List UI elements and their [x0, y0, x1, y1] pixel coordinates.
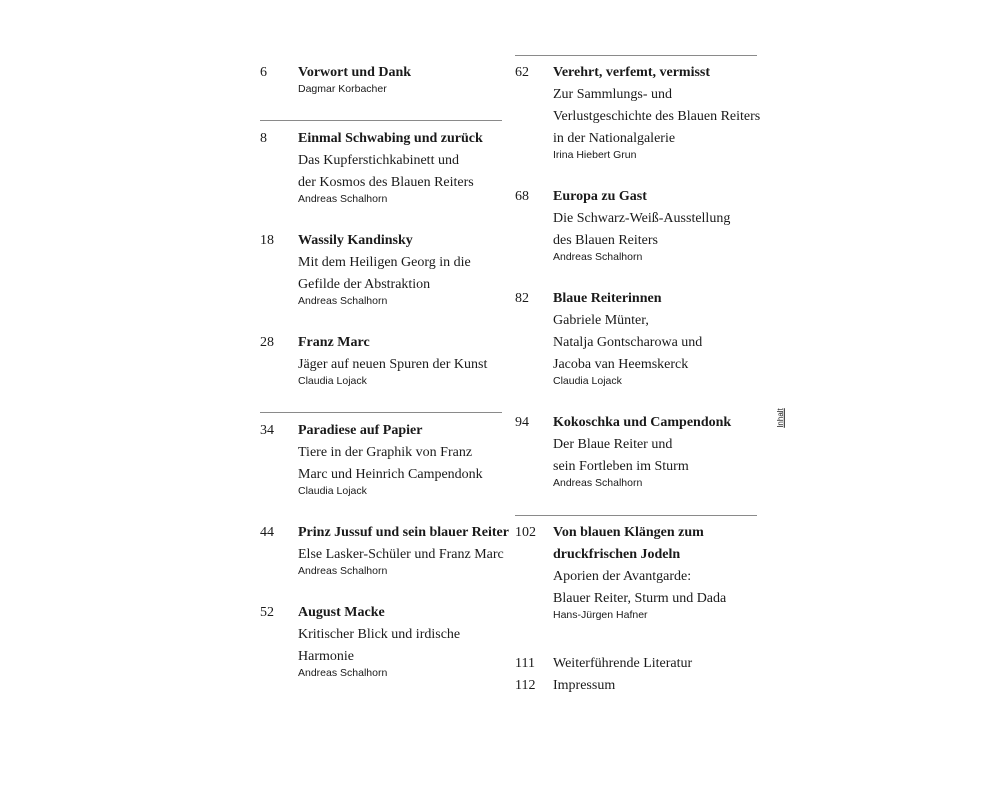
toc-entry-author: Claudia Lojack: [553, 375, 622, 387]
toc-entry-author: Hans-Jürgen Hafner: [553, 609, 648, 621]
side-label-text: Inhalt: [775, 408, 785, 428]
toc-page-number: 18: [260, 233, 274, 248]
toc-page-number: 34: [260, 423, 274, 438]
toc-entry-author: Claudia Lojack: [298, 485, 367, 497]
toc-entry-subtitle: Else Lasker-Schüler und Franz Marc: [298, 547, 504, 562]
toc-entry-title: Franz Marc: [298, 335, 370, 350]
toc-entry-title: Vorwort und Dank: [298, 65, 412, 80]
toc-entry-author: Andreas Schalhorn: [298, 295, 388, 307]
toc-entry-title: Prinz Jussuf und sein blauer Reiter: [298, 525, 509, 540]
toc-entry-subtitle: Jacoba van Heemskerck: [553, 357, 689, 372]
toc-entry-subtitle: in der Nationalgalerie: [553, 131, 676, 146]
toc-page-number: 6: [260, 65, 267, 80]
section-divider: [260, 412, 502, 413]
section-side-label: [776, 406, 790, 430]
toc-entry-subtitle: Kritischer Blick und irdische: [298, 627, 461, 642]
toc-page-number: 94: [515, 415, 529, 430]
toc-entry-author: Claudia Lojack: [298, 375, 367, 387]
toc-page-number: 112: [515, 678, 536, 693]
toc-entry-subtitle: sein Fortleben im Sturm: [553, 459, 689, 474]
appendix-label: Impressum: [553, 678, 616, 693]
section-divider: [515, 55, 757, 56]
section-divider: [515, 515, 757, 516]
toc-page-number: 44: [260, 525, 274, 540]
toc-entry-author: Irina Hiebert Grun: [553, 149, 637, 161]
toc-page-number: 102: [515, 525, 536, 540]
toc-entry-subtitle: Natalja Gontscharowa und: [553, 335, 703, 350]
toc-entry-subtitle: Harmonie: [298, 649, 354, 664]
toc-entry-author: Andreas Schalhorn: [553, 477, 643, 489]
toc-entry-author: Andreas Schalhorn: [298, 193, 388, 205]
toc-entry-title: Verehrt, verfemt, vermisst: [553, 65, 711, 80]
toc-entry-subtitle: Der Blaue Reiter und: [553, 437, 673, 452]
toc-entry-subtitle: der Kosmos des Blauen Reiters: [298, 175, 474, 190]
toc-entry-subtitle: Tiere in der Graphik von Franz: [298, 445, 473, 460]
toc-entry-title: Kokoschka und Campendonk: [553, 415, 732, 430]
toc-entry-title: August Macke: [298, 605, 385, 620]
toc-entry-author: Dagmar Korbacher: [298, 83, 387, 95]
toc-entry-subtitle: des Blauen Reiters: [553, 233, 658, 248]
toc-entry-subtitle: Verlustgeschichte des Blauen Reiters: [553, 109, 761, 124]
toc-entry-title: Blaue Reiterinnen: [553, 291, 662, 306]
toc-page-number: 82: [515, 291, 529, 306]
toc-page-number: 68: [515, 189, 529, 204]
toc-entry-subtitle: Marc und Heinrich Campendonk: [298, 467, 483, 482]
toc-entry-subtitle: Mit dem Heiligen Georg in die: [298, 255, 471, 270]
toc-entry-subtitle: Gabriele Münter,: [553, 313, 649, 328]
toc-entry-title: Paradiese auf Papier: [298, 423, 423, 438]
toc-entry-title: Wassily Kandinsky: [298, 233, 413, 248]
toc-page-number: 111: [515, 656, 535, 671]
toc-entry-title: Von blauen Klängen zum: [553, 525, 704, 540]
toc-entry-subtitle: Die Schwarz-Weiß-Ausstellung: [553, 211, 731, 226]
toc-page-number: 28: [260, 335, 274, 350]
appendix-label: Weiterführende Literatur: [553, 656, 693, 671]
toc-page-number: 62: [515, 65, 529, 80]
toc-entry-author: Andreas Schalhorn: [298, 667, 388, 679]
toc-entry-subtitle: Gefilde der Abstraktion: [298, 277, 431, 292]
toc-entry-author: Andreas Schalhorn: [298, 565, 388, 577]
toc-entry-title: Europa zu Gast: [553, 189, 647, 204]
toc-entry-title: druckfrischen Jodeln: [553, 547, 681, 562]
toc-entry-subtitle: Zur Sammlungs- und: [553, 87, 672, 102]
section-divider: [260, 120, 502, 121]
toc-entry-author: Andreas Schalhorn: [553, 251, 643, 263]
toc-page-number: 8: [260, 131, 267, 146]
toc-page-number: 52: [260, 605, 274, 620]
toc-entry-subtitle: Blauer Reiter, Sturm und Dada: [553, 591, 727, 606]
toc-entry-subtitle: Jäger auf neuen Spuren der Kunst: [298, 357, 488, 372]
toc-entry-title: Einmal Schwabing und zurück: [298, 131, 483, 146]
toc-entry-subtitle: Das Kupferstichkabinett und: [298, 153, 459, 168]
toc-entry-subtitle: Aporien der Avantgarde:: [553, 569, 692, 584]
